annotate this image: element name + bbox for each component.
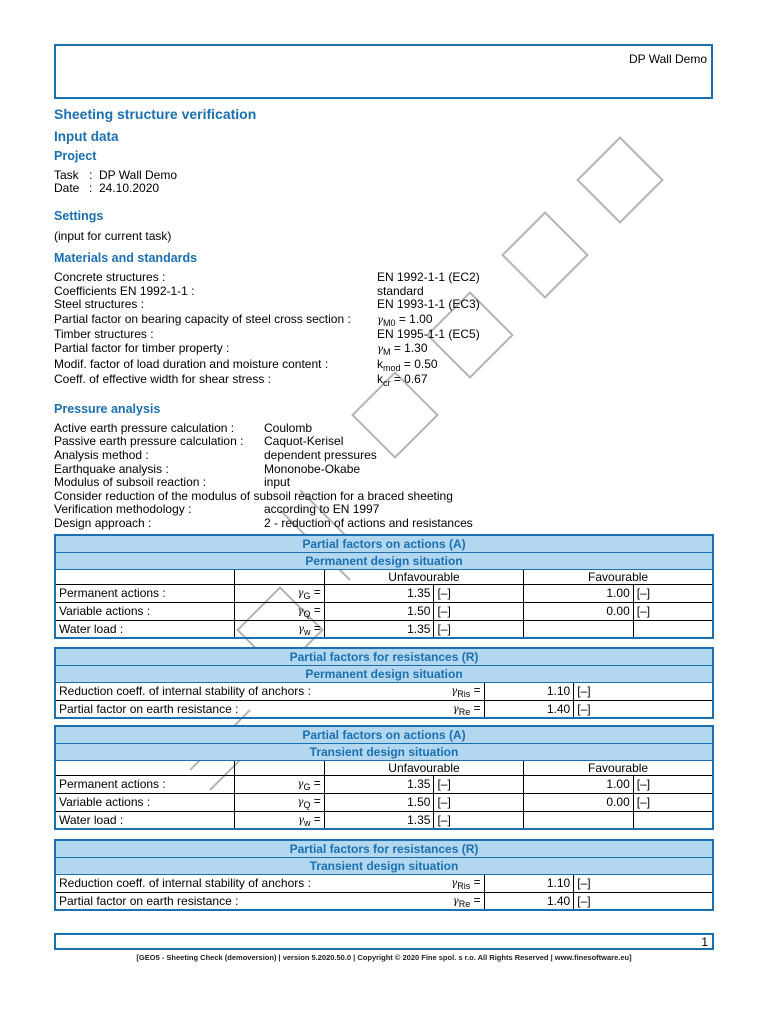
- favourable-value: 0.00: [524, 602, 634, 620]
- row-label: Variable actions :: [55, 602, 235, 620]
- header-box: [54, 44, 713, 99]
- material-value: [377, 284, 424, 298]
- design-situation: Transient design situation: [55, 857, 713, 874]
- equals-sign: =: [470, 700, 481, 715]
- table-row: [55, 700, 713, 718]
- favourable-header: Favourable: [524, 569, 713, 584]
- pressure-label: Consider reduction of the modulus of subsoil reaction for a braced sheeting: [54, 489, 453, 503]
- value-text: = 1.30: [390, 341, 428, 355]
- symbol: k: [377, 357, 383, 371]
- value-text: = 0.50: [400, 357, 438, 371]
- symbol-subscript: cr: [383, 378, 391, 388]
- gamma-subscript: Ris: [457, 881, 471, 891]
- table-title: Partial factors on actions (A): [55, 535, 713, 552]
- resistances-permanent-table: [54, 647, 714, 719]
- equals-sign: =: [310, 620, 321, 635]
- header-project-name: DP Wall Demo: [628, 52, 707, 66]
- settings-heading: Settings: [54, 209, 104, 223]
- factor-value: 1.10: [484, 682, 574, 700]
- unfavourable-header: Unfavourable: [324, 569, 523, 584]
- gamma-symbol: γ: [297, 623, 304, 635]
- pressure-label: Analysis method :: [54, 448, 149, 462]
- factor-symbol: [385, 700, 485, 718]
- gamma-subscript: w: [303, 626, 311, 637]
- row-label: Reduction coeff. of internal stability of anchors :: [55, 874, 385, 892]
- unit: [–]: [633, 584, 713, 602]
- empty-cell: [235, 569, 325, 584]
- gamma-symbol: γ: [297, 606, 304, 617]
- symbol: γ: [377, 315, 383, 326]
- unfavourable-value: 1.50: [324, 602, 434, 620]
- symbol: γ: [377, 344, 383, 355]
- pressure-label: Active earth pressure calculation :: [54, 421, 235, 435]
- value-text: EN 1992-1-1 (EC2): [377, 270, 480, 284]
- unit: [–]: [574, 700, 713, 718]
- symbol-subscript: mod: [383, 363, 401, 373]
- factor-symbol: [235, 602, 325, 620]
- gamma-symbol: γ: [297, 814, 304, 826]
- material-value: [377, 312, 433, 328]
- pressure-value: according to EN 1997: [264, 502, 380, 516]
- unit: [–]: [434, 602, 524, 620]
- actions-transient-table: [54, 725, 714, 830]
- pressure-value: dependent pressures: [264, 448, 377, 462]
- equals-sign: =: [470, 875, 481, 889]
- material-label: Modif. factor of load duration and moisture content :: [54, 357, 329, 371]
- gamma-symbol: γ: [297, 588, 304, 599]
- task-colon: :: [89, 168, 93, 182]
- unit: [–]: [434, 793, 524, 811]
- gamma-symbol: γ: [297, 797, 304, 808]
- factor-value: 1.40: [484, 700, 574, 718]
- row-label: Permanent actions :: [55, 584, 235, 602]
- row-label: Partial factor on earth resistance :: [55, 892, 385, 910]
- factor-value: 1.10: [484, 874, 574, 892]
- pressure-heading: Pressure analysis: [54, 402, 161, 416]
- gamma-symbol: γ: [297, 779, 304, 790]
- pressure-label: Modulus of subsoil reaction :: [54, 475, 207, 489]
- material-label: Coeff. of effective width for shear stress :: [54, 372, 271, 386]
- row-label: Reduction coeff. of internal stability of anchors :: [55, 682, 385, 700]
- table-title: Partial factors for resistances (R): [55, 648, 713, 665]
- material-value: [377, 341, 428, 357]
- pressure-label: Design approach :: [54, 516, 152, 530]
- factor-value: 1.40: [484, 892, 574, 910]
- unit: [–]: [434, 811, 524, 829]
- table-row: [55, 775, 713, 793]
- unfavourable-value: 1.35: [324, 775, 434, 793]
- material-label: Concrete structures :: [54, 270, 166, 284]
- factor-symbol: [385, 682, 485, 700]
- factor-symbol: [385, 874, 485, 892]
- date-colon: :: [89, 181, 93, 195]
- material-value: [377, 327, 480, 341]
- favourable-value: [524, 620, 634, 638]
- page-number: 1: [701, 935, 708, 949]
- material-value: [377, 270, 480, 284]
- empty-cell: [235, 760, 325, 775]
- unit: [–]: [574, 892, 713, 910]
- gamma-subscript: Q: [303, 800, 311, 810]
- resistances-transient-table: [54, 839, 714, 911]
- design-situation: Transient design situation: [55, 743, 713, 760]
- symbol: k: [377, 372, 383, 386]
- pressure-value: Coulomb: [264, 421, 313, 435]
- table-row: [55, 793, 713, 811]
- favourable-header: Favourable: [524, 760, 713, 775]
- table-row: [55, 584, 713, 602]
- factor-symbol: [385, 892, 485, 910]
- equals-sign: =: [310, 811, 321, 826]
- equals-sign: =: [470, 683, 481, 697]
- unit: [–]: [633, 775, 713, 793]
- equals-sign: =: [310, 585, 321, 599]
- gamma-subscript: G: [303, 782, 311, 792]
- factor-symbol: [235, 793, 325, 811]
- task-value: DP Wall Demo: [99, 168, 178, 182]
- pressure-label: Passive earth pressure calculation :: [54, 434, 244, 448]
- copyright-footer: [GEO5 - Sheeting Check (demoversion) | version 5.2020.50.0 | Copyright © 2020 Fine spol. s r.o. All Rights Reserved | www.finesoftware.eu]: [136, 953, 632, 962]
- material-value: [377, 297, 480, 311]
- table-row: [55, 892, 713, 910]
- material-label: Partial factor on bearing capacity of steel cross section :: [54, 312, 351, 326]
- material-value: [377, 357, 438, 373]
- gamma-subscript: Ris: [457, 689, 471, 699]
- equals-sign: =: [310, 794, 321, 808]
- table-title: Partial factors for resistances (R): [55, 840, 713, 857]
- project-heading: Project: [54, 149, 97, 163]
- favourable-value: 1.00: [524, 775, 634, 793]
- actions-permanent-table: [54, 534, 714, 639]
- unit: [633, 620, 713, 638]
- value-text: EN 1995-1-1 (EC5): [377, 327, 480, 341]
- unfavourable-header: Unfavourable: [324, 760, 523, 775]
- gamma-subscript: w: [303, 817, 311, 828]
- table-title: Partial factors on actions (A): [55, 726, 713, 743]
- pressure-label: Verification methodology :: [54, 502, 192, 516]
- gamma-subscript: Re: [458, 706, 471, 717]
- favourable-value: 0.00: [524, 793, 634, 811]
- design-situation: Permanent design situation: [55, 552, 713, 569]
- design-situation: Permanent design situation: [55, 665, 713, 682]
- date-value: 24.10.2020: [99, 181, 160, 195]
- materials-heading: Materials and standards: [54, 251, 198, 265]
- unit: [–]: [434, 620, 524, 638]
- gamma-symbol: γ: [452, 895, 459, 907]
- value-text: = 0.67: [390, 372, 428, 386]
- pressure-value: input: [264, 475, 291, 489]
- equals-sign: =: [310, 776, 321, 790]
- symbol-subscript: M: [382, 347, 391, 357]
- unfavourable-value: 1.50: [324, 793, 434, 811]
- empty-cell: [55, 760, 235, 775]
- factor-symbol: [235, 811, 325, 829]
- unit: [–]: [574, 682, 713, 700]
- pressure-value: Caquot-Kerisel: [264, 434, 344, 448]
- factor-symbol: [235, 620, 325, 638]
- pressure-label: Earthquake analysis :: [54, 462, 169, 476]
- table-row: [55, 874, 713, 892]
- table-row: [55, 620, 713, 638]
- favourable-value: 1.00: [524, 584, 634, 602]
- gamma-subscript: Re: [458, 898, 471, 909]
- unfavourable-value: 1.35: [324, 811, 434, 829]
- equals-sign: =: [470, 892, 481, 907]
- empty-cell: [55, 569, 235, 584]
- gamma-symbol: γ: [452, 703, 459, 715]
- material-label: Coefficients EN 1992-1-1 :: [54, 284, 195, 298]
- gamma-symbol: γ: [451, 878, 458, 889]
- unit: [–]: [434, 775, 524, 793]
- material-label: Steel structures :: [54, 297, 145, 311]
- task-label: Task: [54, 168, 79, 182]
- row-label: Water load :: [55, 811, 235, 829]
- value-text: standard: [377, 284, 424, 298]
- gamma-symbol: γ: [451, 686, 458, 697]
- unit: [–]: [574, 874, 713, 892]
- gamma-subscript: Q: [303, 609, 311, 619]
- row-label: Partial factor on earth resistance :: [55, 700, 385, 718]
- row-label: Water load :: [55, 620, 235, 638]
- unfavourable-value: 1.35: [324, 584, 434, 602]
- date-label: Date: [54, 181, 80, 195]
- symbol-subscript: M0: [382, 318, 396, 328]
- input-data-heading: Input data: [54, 129, 119, 144]
- material-label: Timber structures :: [54, 327, 154, 341]
- value-text: = 1.00: [395, 312, 433, 326]
- favourable-value: [524, 811, 634, 829]
- page-title: Sheeting structure verification: [54, 106, 257, 122]
- table-row: [55, 811, 713, 829]
- factor-symbol: [235, 775, 325, 793]
- table-row: [55, 682, 713, 700]
- unit: [–]: [633, 793, 713, 811]
- material-label: Partial factor for timber property :: [54, 341, 230, 355]
- value-text: EN 1993-1-1 (EC3): [377, 297, 480, 311]
- unit: [–]: [434, 584, 524, 602]
- table-row: [55, 602, 713, 620]
- row-label: Variable actions :: [55, 793, 235, 811]
- unfavourable-value: 1.35: [324, 620, 434, 638]
- page-footer-box: [54, 933, 714, 950]
- factor-symbol: [235, 584, 325, 602]
- gamma-subscript: G: [303, 591, 311, 601]
- pressure-value: 2 - reduction of actions and resistances: [264, 516, 473, 530]
- material-value: [377, 372, 428, 388]
- settings-note: (input for current task): [54, 229, 172, 243]
- row-label: Permanent actions :: [55, 775, 235, 793]
- equals-sign: =: [310, 603, 321, 617]
- unit: [–]: [633, 602, 713, 620]
- unit: [633, 811, 713, 829]
- pressure-value: Mononobe-Okabe: [264, 462, 361, 476]
